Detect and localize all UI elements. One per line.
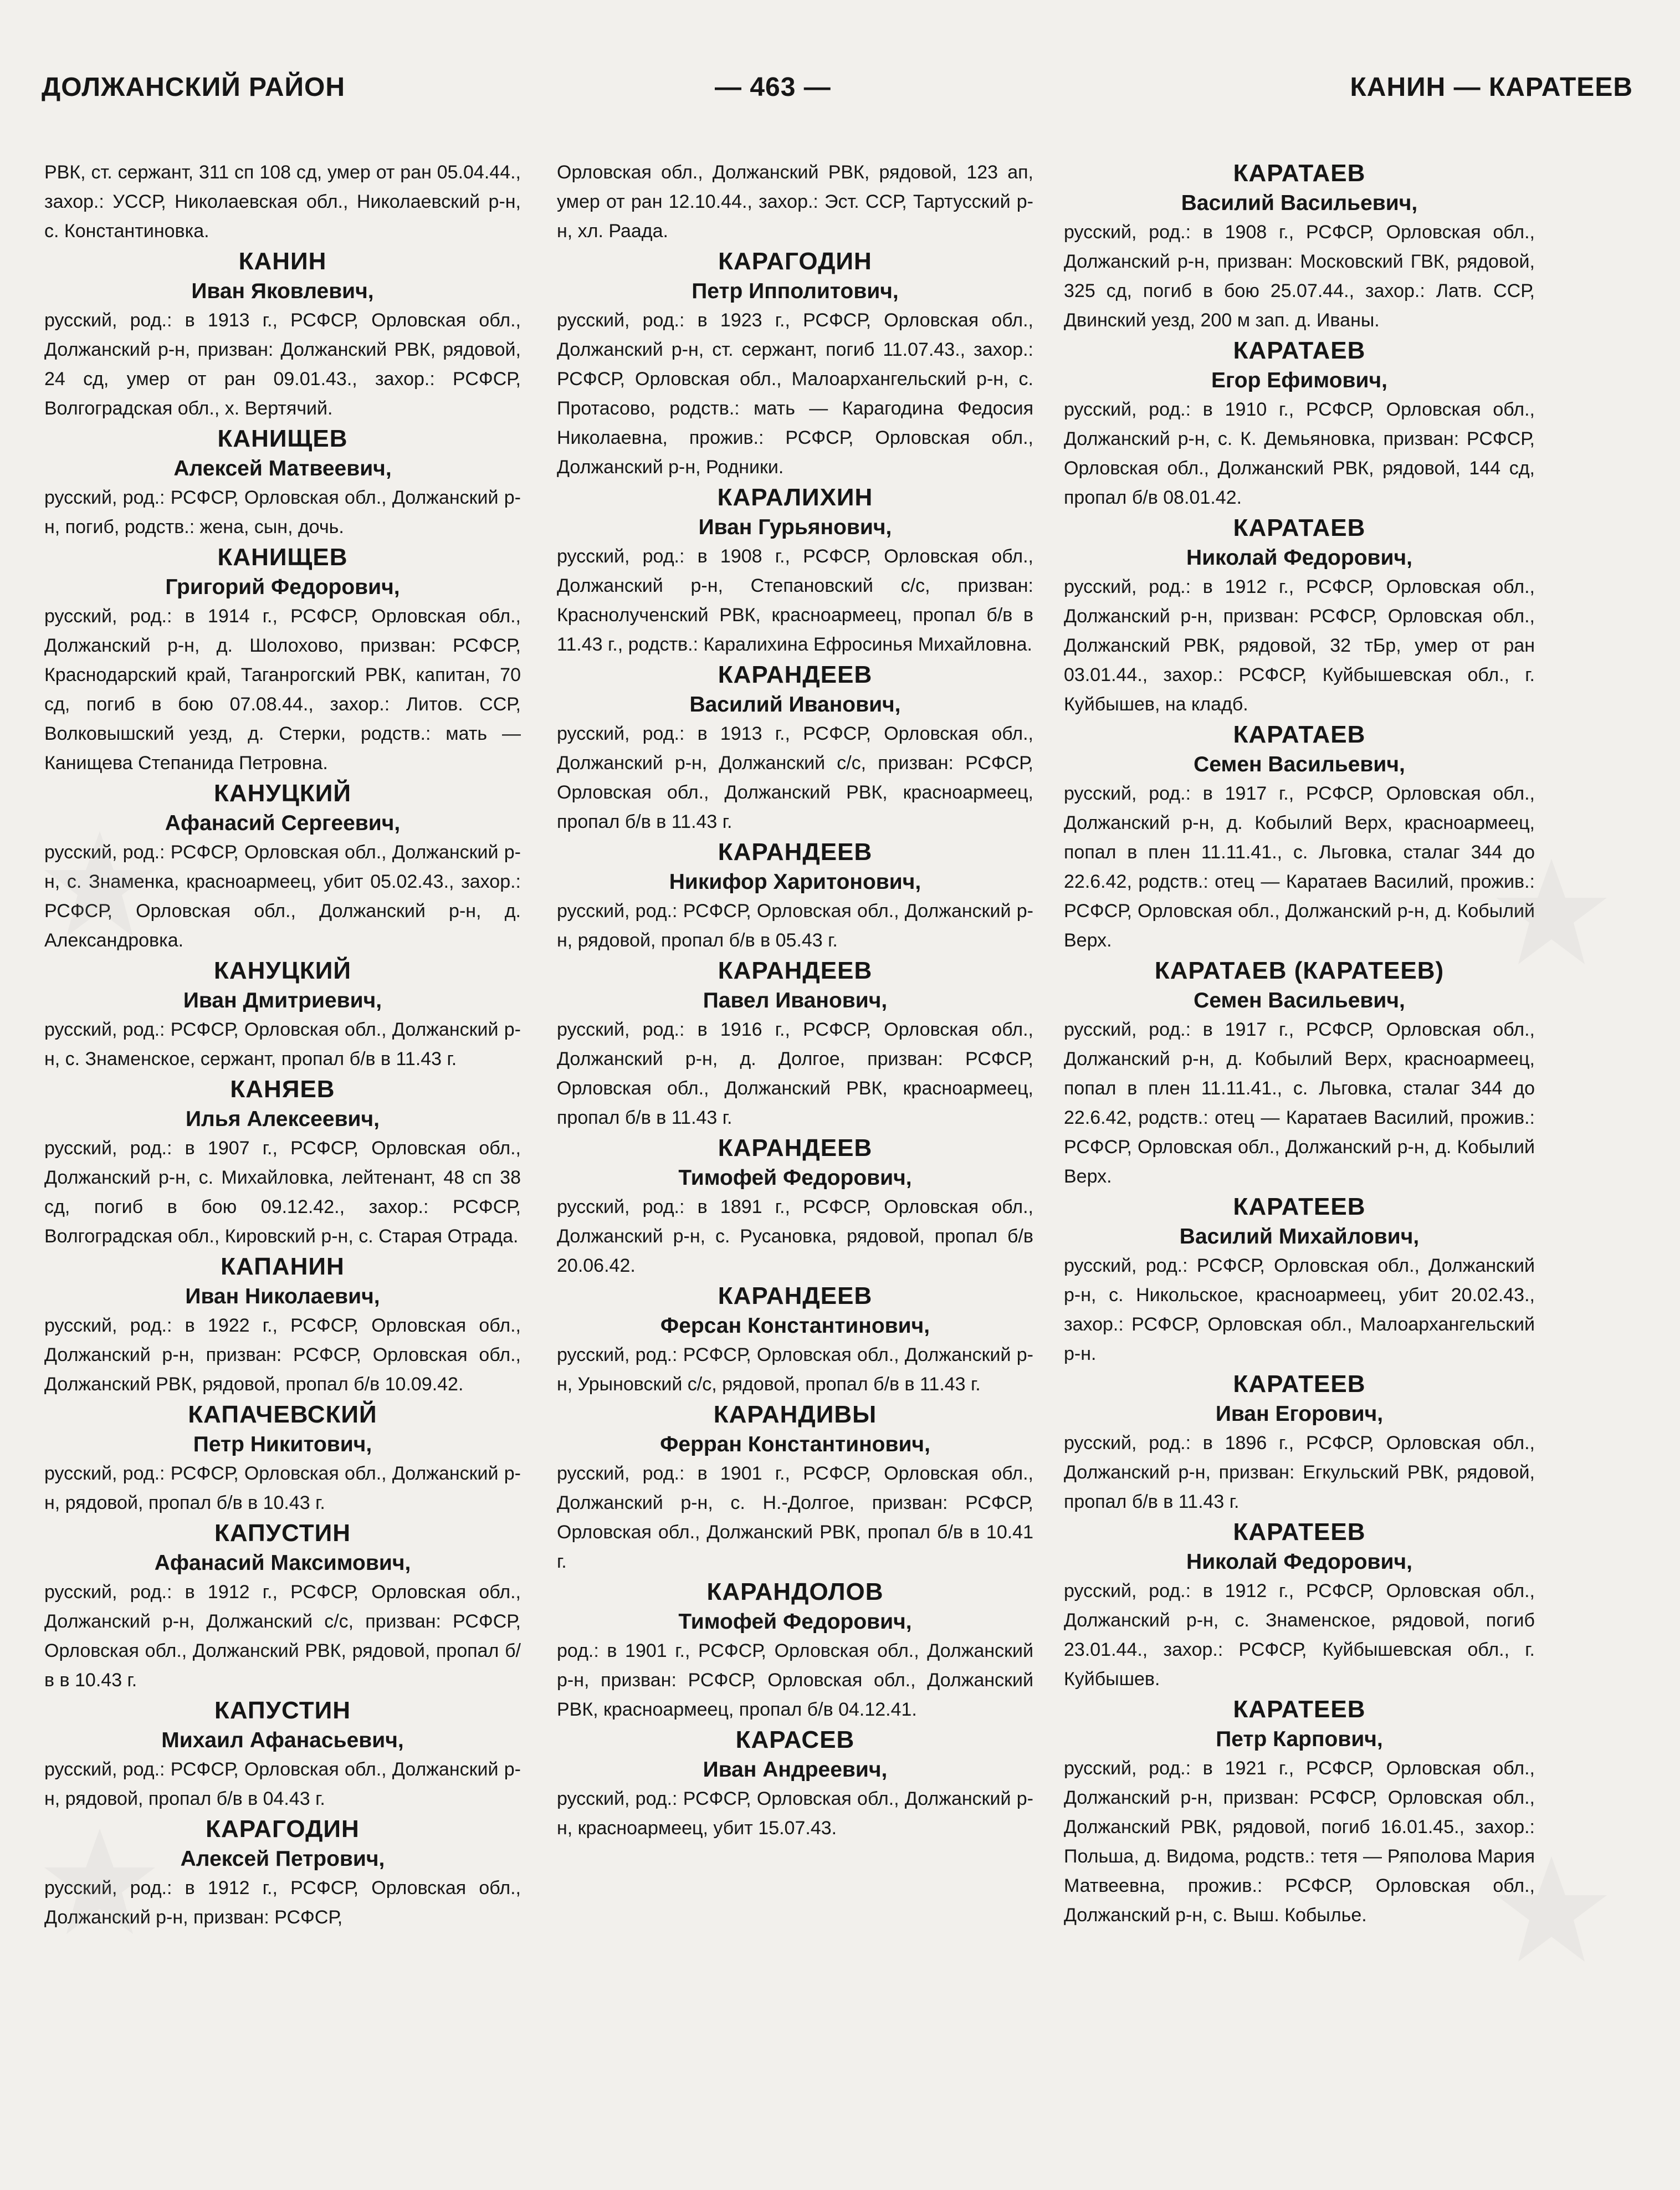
entry-details: русский, род.: в 1914 г., РСФСР, Орловская обл., Должанский р-н, д. Шолохово, призван: РСФСР, Краснодарский край, Таганрогский РВК, капитан, 70 сд, погиб в бою 07.08.44., захор.: Литов. ССР, Волковышский уезд, д. Стерки, родств.: мать — Канищева Степанида Петровна. xyxy=(44,606,521,774)
memorial-entry xyxy=(1064,513,1535,719)
memorial-entry xyxy=(1064,335,1535,513)
memorial-entry xyxy=(44,542,521,778)
memorial-entry xyxy=(44,955,521,1074)
entry-given-names: Иван Гурьянович, xyxy=(698,515,892,539)
memorial-entry xyxy=(1064,1191,1535,1369)
memorial-entry xyxy=(1064,955,1535,1191)
entry-surname: КАРАЛИХИН xyxy=(717,484,873,511)
entry-given-names: Тимофей Федорович, xyxy=(678,1610,912,1634)
entry-details: русский, род.: в 1912 г., РСФСР, Орловская обл., Должанский р-н, Должанский с/с, призван: РСФСР, Орловская обл., Должанский РВК, рядовой, пропал б/в в 10.43 г. xyxy=(44,1582,521,1691)
entry-surname: КАПАЧЕВСКИЙ xyxy=(188,1401,377,1428)
entry-given-names: Николай Федорович, xyxy=(1186,546,1412,570)
entry-surname: КАРАТАЕВ xyxy=(1233,721,1366,748)
entry-surname: КАРАТАЕВ (КАРАТЕЕВ) xyxy=(1154,957,1445,984)
entry-given-names: Николай Федорович, xyxy=(1186,1550,1412,1574)
entry-given-names: Петр Карпович, xyxy=(1216,1727,1383,1751)
entry-given-names: Иван Егорович, xyxy=(1215,1402,1384,1426)
entry-details: русский, род.: в 1913 г., РСФСР, Орловская обл., Должанский р-н, призван: Должанский РВК, рядовой, 24 сд, умер от ран 09.01.43., захор.: РСФСР, Волгоградская обл., х. Вертячий. xyxy=(44,310,521,419)
entry-details: русский, род.: РСФСР, Орловская обл., Должанский р-н, Урыновский с/с, рядовой, пропал б/в в 11.43 г. xyxy=(557,1344,1033,1395)
memorial-entry xyxy=(1064,158,1535,335)
entry-surname: КАНИН xyxy=(238,248,327,275)
entry-surname: КАРАТАЕВ xyxy=(1233,160,1366,187)
entry-details: русский, род.: РСФСР, Орловская обл., Должанский р-н, с. Никольское, красноармеец, убит 20.02.43., захор.: РСФСР, Орловская обл., Малоархангельский р-н. xyxy=(1064,1255,1535,1364)
column-3 xyxy=(1064,158,1535,1930)
entry-surname: КАРАНДЕЕВ xyxy=(718,1282,873,1309)
entry-details: русский, род.: РСФСР, Орловская обл., Должанский р-н, с. Знаменское, сержант, пропал б/в в 11.43 г. xyxy=(44,1019,521,1070)
running-header-range: КАНИН — КАРАТЕЕВ xyxy=(1350,73,1633,102)
entry-given-names: Алексей Матвеевич, xyxy=(173,457,392,480)
memorial-entry xyxy=(44,1251,521,1399)
entry-details: русский, род.: в 1908 г., РСФСР, Орловская обл., Должанский р-н, Степановский с/с, призван: Краснолученский РВК, красноармеец, пропал б/в в 11.43 г., родств.: Каралихина Ефросинья Михайловна. xyxy=(557,546,1033,655)
entry-given-names: Василий Иванович, xyxy=(689,693,901,717)
entry-given-names: Петр Никитович, xyxy=(193,1432,372,1456)
column-1 xyxy=(44,158,521,1932)
memorial-entry xyxy=(557,482,1033,659)
entry-surname: КАРАТАЕВ xyxy=(1233,514,1366,541)
entry-given-names: Ферсан Константинович, xyxy=(660,1314,930,1338)
entry-given-names: Михаил Афанасьевич, xyxy=(161,1728,404,1752)
entry-given-names: Семен Васильевич, xyxy=(1194,989,1405,1012)
entry-details: русский, род.: РСФСР, Орловская обл., Должанский р-н, рядовой, пропал б/в в 05.43 г. xyxy=(557,900,1033,951)
entry-given-names: Иван Яковлевич, xyxy=(191,279,374,303)
continued-entry-fragment: РВК, ст. сержант, 311 сп 108 сд, умер от ран 05.04.44., захор.: УССР, Николаевская обл., Николаевский р-н, с. Константиновка. xyxy=(44,162,521,242)
entry-given-names: Иван Дмитриевич, xyxy=(183,989,382,1012)
entry-details: русский, род.: в 1917 г., РСФСР, Орловская обл., Должанский р-н, д. Кобылий Верх, красноармеец, попал в плен 11.11.41., с. Льговка, сталаг 344 до 22.6.42, родств.: отец — Каратаев Василий, прожив.: РСФСР, Орловская обл., Должанский р-н, д. Кобылий Верх. xyxy=(1064,783,1535,951)
entry-details: русский, род.: в 1912 г., РСФСР, Орловская обл., Должанский р-н, с. Знаменское, рядовой, погиб 23.01.44., захор.: РСФСР, Куйбышевская обл., г. Куйбышев. xyxy=(1064,1580,1535,1690)
entry-given-names: Илья Алексеевич, xyxy=(186,1107,380,1131)
entry-surname: КАРАНДЕЕВ xyxy=(718,957,873,984)
entry-surname: КАНУЦКИЙ xyxy=(213,957,352,984)
entry-surname: КАРАНДЕЕВ xyxy=(718,1134,873,1161)
memorial-entry xyxy=(557,837,1033,955)
entry-details: русский, род.: РСФСР, Орловская обл., Должанский р-н, рядовой, пропал б/в в 04.43 г. xyxy=(44,1759,521,1809)
memorial-entry xyxy=(44,1814,521,1932)
memorial-entry xyxy=(557,659,1033,837)
entry-surname: КАРАТЕЕВ xyxy=(1233,1370,1366,1398)
memorial-entry xyxy=(44,1518,521,1695)
entry-details: русский, род.: в 1896 г., РСФСР, Орловская обл., Должанский р-н, призван: Егкульский РВК, рядовой, пропал б/в в 11.43 г. xyxy=(1064,1432,1535,1512)
entry-given-names: Иван Николаевич, xyxy=(185,1285,380,1308)
entry-surname: КАРАНДЕЕВ xyxy=(718,661,873,688)
memorial-entry xyxy=(44,1695,521,1814)
entry-details: русский, род.: в 1912 г., РСФСР, Орловская обл., Должанский р-н, призван: РСФСР, Орловская обл., Должанский РВК, рядовой, 32 тБр, умер от ран 03.01.44., захор.: РСФСР, Куйбышевская обл., г. Куйбышев, на кладб. xyxy=(1064,576,1535,715)
memorial-entry xyxy=(44,1074,521,1251)
continued-entry-fragment: Орловская обл., Должанский РВК, рядовой, 123 ап, умер от ран 12.10.44., захор.: Эст. ССР, Тартусский р-н, хл. Раада. xyxy=(557,162,1033,242)
entry-surname: КАНУЦКИЙ xyxy=(213,780,352,807)
entry-given-names: Петр Ипполитович, xyxy=(692,279,899,303)
entry-given-names: Никифор Харитонович, xyxy=(669,870,921,894)
entry-given-names: Василий Михайлович, xyxy=(1179,1225,1420,1248)
entry-surname: КАПУСТИН xyxy=(214,1519,351,1547)
entry-details: род.: в 1901 г., РСФСР, Орловская обл., Должанский р-н, призван: РСФСР, Орловская обл., Должанский РВК, красноармеец, пропал б/в 04.12.41. xyxy=(557,1640,1033,1720)
memorial-entry xyxy=(557,1725,1033,1843)
memorial-entry xyxy=(44,778,521,955)
entry-surname: КАНИЩЕВ xyxy=(217,425,348,452)
column-2 xyxy=(557,158,1033,1843)
memorial-entry xyxy=(557,955,1033,1133)
entry-surname: КАРАНДЕЕВ xyxy=(718,838,873,866)
entry-surname: КАПУСТИН xyxy=(214,1697,351,1724)
entry-details: русский, род.: в 1913 г., РСФСР, Орловская обл., Должанский р-н, Должанский с/с, призван: РСФСР, Орловская обл., Должанский РВК, красноармеец, пропал б/в в 11.43 г. xyxy=(557,723,1033,832)
entry-details: русский, род.: РСФСР, Орловская обл., Должанский р-н, красноармеец, убит 15.07.43. xyxy=(557,1788,1033,1839)
memorial-entry xyxy=(44,423,521,542)
entry-details: русский, род.: РСФСР, Орловская обл., Должанский р-н, с. Знаменка, красноармеец, убит 05.02.43., захор.: РСФСР, Орловская обл., Должанский р-н, д. Александровка. xyxy=(44,842,521,951)
memorial-entry xyxy=(557,1399,1033,1577)
entry-given-names: Павел Иванович, xyxy=(703,989,888,1012)
entry-details: русский, род.: в 1910 г., РСФСР, Орловская обл., Должанский р-н, с. К. Демьяновка, призван: РСФСР, Орловская обл., Должанский РВК, рядовой, 144 сд, пропал б/в 08.01.42. xyxy=(1064,399,1535,508)
memorial-entry xyxy=(1064,1694,1535,1930)
entry-details: русский, род.: РСФСР, Орловская обл., Должанский р-н, погиб, родств.: жена, сын, дочь. xyxy=(44,487,521,538)
memorial-entry xyxy=(557,246,1033,482)
entry-surname: КАРАТЕЕВ xyxy=(1233,1518,1366,1546)
entry-details: русский, род.: в 1916 г., РСФСР, Орловская обл., Должанский р-н, д. Долгое, призван: РСФСР, Орловская обл., Должанский РВК, красноармеец, пропал б/в в 11.43 г. xyxy=(557,1019,1033,1128)
entry-details: русский, род.: в 1908 г., РСФСР, Орловская обл., Должанский р-н, призван: Московский ГВК, рядовой, 325 сд, погиб в бою 25.07.44., захор.: Латв. ССР, Двинский уезд, 200 м зап. д. Иваны. xyxy=(1064,222,1535,331)
entry-details: русский, род.: РСФСР, Орловская обл., Должанский р-н, рядовой, пропал б/в в 10.43 г. xyxy=(44,1463,521,1513)
entry-given-names: Григорий Федорович, xyxy=(165,575,400,599)
entry-given-names: Семен Васильевич, xyxy=(1194,753,1405,776)
entry-details: русский, род.: в 1901 г., РСФСР, Орловская обл., Должанский р-н, с. Н.-Долгое, призван: РСФСР, Орловская обл., Должанский РВК, пропал б/в в 10.41 г. xyxy=(557,1463,1033,1572)
entry-surname: КАРАГОДИН xyxy=(718,248,872,275)
entry-details: русский, род.: в 1907 г., РСФСР, Орловская обл., Должанский р-н, с. Михайловка, лейтенант, 48 сп 38 сд, погиб в бою 09.12.42., захор.: РСФСР, Волгоградская обл., Кировский р-н, с. Старая Отрада. xyxy=(44,1138,521,1247)
entry-details: русский, род.: в 1891 г., РСФСР, Орловская обл., Должанский р-н, с. Русановка, рядовой, пропал б/в 20.06.42. xyxy=(557,1196,1033,1276)
memorial-entry xyxy=(1064,1369,1535,1517)
entry-surname: КАРАТАЕВ xyxy=(1233,337,1366,364)
memorial-entry xyxy=(557,1133,1033,1281)
entry-surname: КАРАТЕЕВ xyxy=(1233,1193,1366,1220)
entry-given-names: Егор Ефимович, xyxy=(1211,369,1387,392)
entry-details: русский, род.: в 1923 г., РСФСР, Орловская обл., Должанский р-н, ст. сержант, погиб 11.07.43., захор.: РСФСР, Орловская обл., Малоархангельский р-н, с. Протасово, родств.: мать — Карагодина Федосия Николаевна, прожив.: РСФСР, Орловская обл., Должанский р-н, Родники. xyxy=(557,310,1033,478)
running-header-district: ДОЛЖАНСКИЙ РАЙОН xyxy=(42,73,345,102)
entry-given-names: Иван Андреевич, xyxy=(703,1758,888,1782)
entry-details: русский, род.: в 1921 г., РСФСР, Орловская обл., Должанский р-н, призван: РСФСР, Орловская обл., Должанский РВК, рядовой, погиб 16.01.45., захор.: Польша, д. Видома, родств.: тетя — Ряполова Мария Матвеевна, прожив.: РСФСР, Орловская обл., Должанский р-н, с. Выш. Кобылье. xyxy=(1064,1758,1535,1926)
entry-given-names: Афанасий Сергеевич, xyxy=(165,811,401,835)
entry-details: русский, род.: в 1917 г., РСФСР, Орловская обл., Должанский р-н, д. Кобылий Верх, красноармеец, попал в плен 11.11.41., с. Льговка, сталаг 344 до 22.6.42, родств.: отец — Каратаев Василий, прожив.: РСФСР, Орловская обл., Должанский р-н, д. Кобылий Верх. xyxy=(1064,1019,1535,1187)
entry-given-names: Ферран Константинович, xyxy=(660,1432,930,1456)
entry-surname: КАНЯЕВ xyxy=(230,1076,335,1103)
memorial-entry xyxy=(557,1577,1033,1725)
entry-surname: КАПАНИН xyxy=(221,1253,345,1280)
memorial-entry xyxy=(1064,719,1535,955)
entry-surname: КАРАТЕЕВ xyxy=(1233,1696,1366,1723)
entry-surname: КАРАСЕВ xyxy=(735,1726,855,1753)
entry-given-names: Алексей Петрович, xyxy=(180,1847,385,1871)
entry-given-names: Афанасий Максимович, xyxy=(154,1551,411,1575)
entry-surname: КАРАНДОЛОВ xyxy=(706,1578,884,1605)
entry-details: русский, род.: в 1922 г., РСФСР, Орловская обл., Должанский р-н, призван: РСФСР, Орловская обл., Должанский РВК, рядовой, пропал б/в 10.09.42. xyxy=(44,1315,521,1395)
memorial-entry xyxy=(44,246,521,423)
memorial-entry xyxy=(557,1281,1033,1399)
memorial-entry xyxy=(44,1399,521,1518)
entry-surname: КАНИЩЕВ xyxy=(217,544,348,571)
entry-details: русский, род.: в 1912 г., РСФСР, Орловская обл., Должанский р-н, призван: РСФСР, xyxy=(44,1877,521,1928)
entry-surname: КАРАНДИВЫ xyxy=(713,1401,877,1428)
entry-given-names: Тимофей Федорович, xyxy=(678,1166,912,1190)
page-number: — 463 — xyxy=(715,73,831,102)
entry-given-names: Василий Васильевич, xyxy=(1181,191,1418,215)
entry-surname: КАРАГОДИН xyxy=(206,1815,360,1843)
memorial-entry xyxy=(1064,1517,1535,1694)
